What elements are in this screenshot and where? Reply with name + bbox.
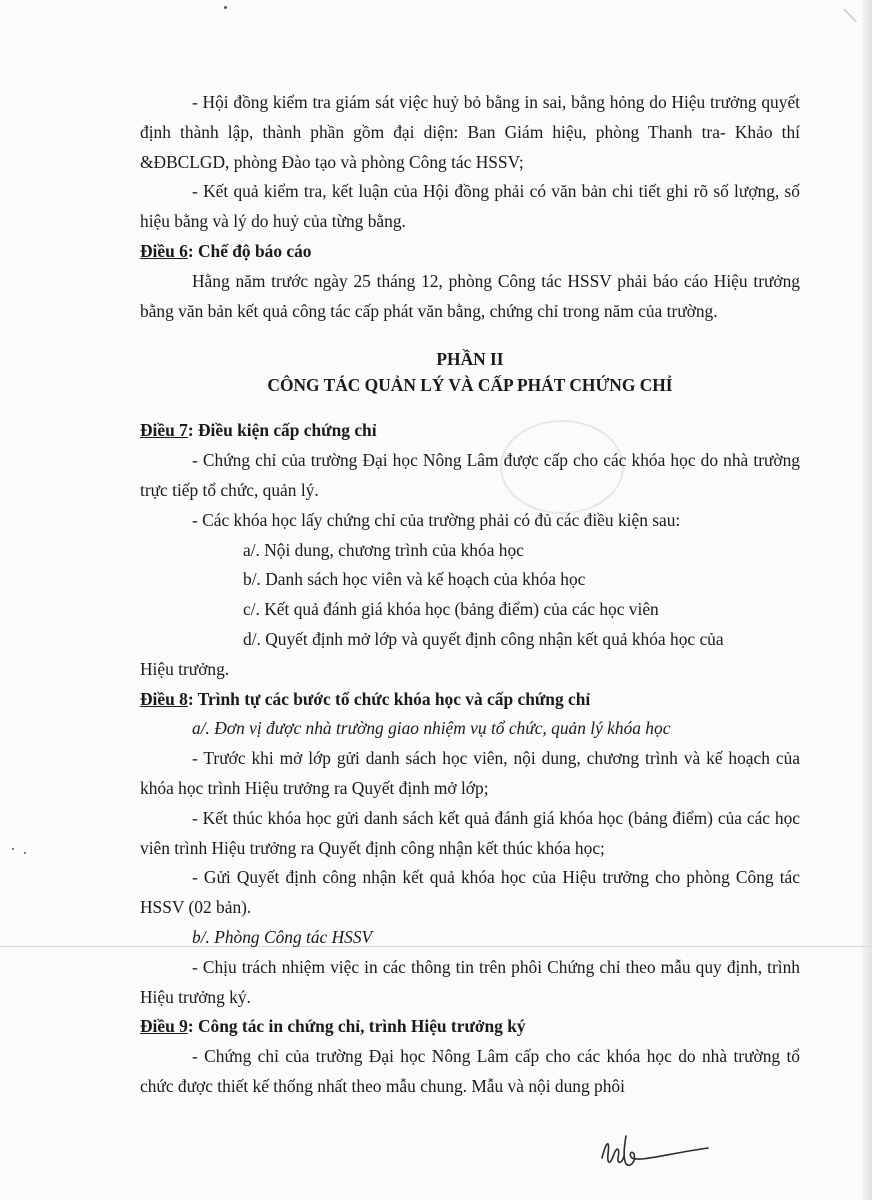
paragraph: - Kết quả kiểm tra, kết luận của Hội đồng phải có văn bản chi tiết ghi rõ số lượng, số hiệu bằng và lý do huỷ của từng bằng.	[140, 181, 800, 232]
sub-heading: a/. Đơn vị được nhà trường giao nhiệm vụ tổ chức, quản lý khóa học	[192, 718, 671, 739]
paragraph: - Chứng chỉ của trường Đại học Nông Lâm cấp cho các khóa học do nhà trường tổ chức được thiết kế thống nhất theo mẫu chung. Mẫu và nội dung phôi	[140, 1046, 800, 1096]
paragraph: - Kết thúc khóa học gửi danh sách kết quả đánh giá khóa học (bảng điểm) của các học viên trình Hiệu trưởng ra Quyết định công nhận kết thúc khóa học;	[140, 807, 800, 858]
condition-item: b/. Danh sách học viên và kế hoạch của khóa học	[243, 569, 586, 590]
article-title: : Trình tự các bước tổ chức khóa học và cấp chứng chỉ	[187, 688, 591, 709]
article-label: Điều 7	[140, 420, 188, 441]
article-heading	[140, 685, 800, 715]
condition-item: d/. Quyết định mở lớp và quyết định công nhận kết quả khóa học của	[243, 628, 724, 649]
page-edge-shadow	[862, 0, 872, 1200]
article-title: : Chế độ báo cáo	[187, 240, 312, 261]
article-heading	[140, 1012, 800, 1042]
sub-heading: b/. Phòng Công tác HSSV	[192, 926, 373, 947]
scan-speck	[224, 6, 227, 9]
scan-speck	[24, 852, 26, 854]
paragraph: Hằng năm trước ngày 25 tháng 12, phòng Công tác HSSV phải báo cáo Hiệu trưởng bằng văn bản kết quả công tác cấp phát văn bằng, chứng chỉ trong năm của trường.	[140, 270, 800, 321]
signature-initials	[596, 1128, 716, 1178]
paragraph: - Gửi Quyết định công nhận kết quả khóa học của Hiệu trưởng cho phòng Công tác HSSV (02 bản).	[140, 867, 800, 918]
paragraph: - Chứng chỉ của trường Đại học Nông Lâm được cấp cho các khóa học do nhà trường trực tiếp tổ chức, quản lý.	[140, 450, 800, 500]
paragraph: - Các khóa học lấy chứng chỉ của trường phải có đủ các điều kiện sau:	[192, 509, 681, 530]
paragraph: - Chịu trách nhiệm việc in các thông tin trên phôi Chứng chỉ theo mẫu quy định, trình Hiệu trưởng ký.	[140, 956, 800, 1007]
article-heading	[140, 416, 800, 446]
condition-item: c/. Kết quả đánh giá khóa học (bảng điểm) của các học viên	[243, 599, 659, 620]
article-label: Điều 9	[140, 1016, 188, 1037]
condition-item-continuation: Hiệu trưởng.	[140, 658, 230, 679]
article-heading	[140, 237, 800, 267]
article-title: : Công tác in chứng chỉ, trình Hiệu trưởng ký	[187, 1016, 526, 1037]
scan-speck	[12, 848, 14, 850]
part-title: CÔNG TÁC QUẢN LÝ VÀ CẤP PHÁT CHỨNG CHỈ	[267, 375, 673, 396]
article-label: Điều 8	[140, 688, 188, 709]
article-title: : Điều kiện cấp chứng chỉ	[187, 420, 377, 441]
part-number: PHẦN II	[436, 349, 504, 370]
article-label: Điều 6	[140, 240, 188, 261]
condition-item: a/. Nội dung, chương trình của khóa học	[243, 539, 524, 560]
paragraph: - Trước khi mở lớp gửi danh sách học viên, nội dung, chương trình và kế hoạch của khóa học trình Hiệu trưởng ra Quyết định mở lớp;	[140, 748, 800, 798]
paragraph: - Hội đồng kiểm tra giám sát việc huỷ bỏ bằng in sai, bằng hỏng do Hiệu trưởng quyết định thành lập, thành phần gồm đại diện: Ban Giám hiệu, phòng Thanh tra- Khảo thí &ĐBCLGD, phòng Đào tạo và phòng Công tác HSSV;	[140, 92, 800, 172]
document-body	[140, 88, 800, 1102]
